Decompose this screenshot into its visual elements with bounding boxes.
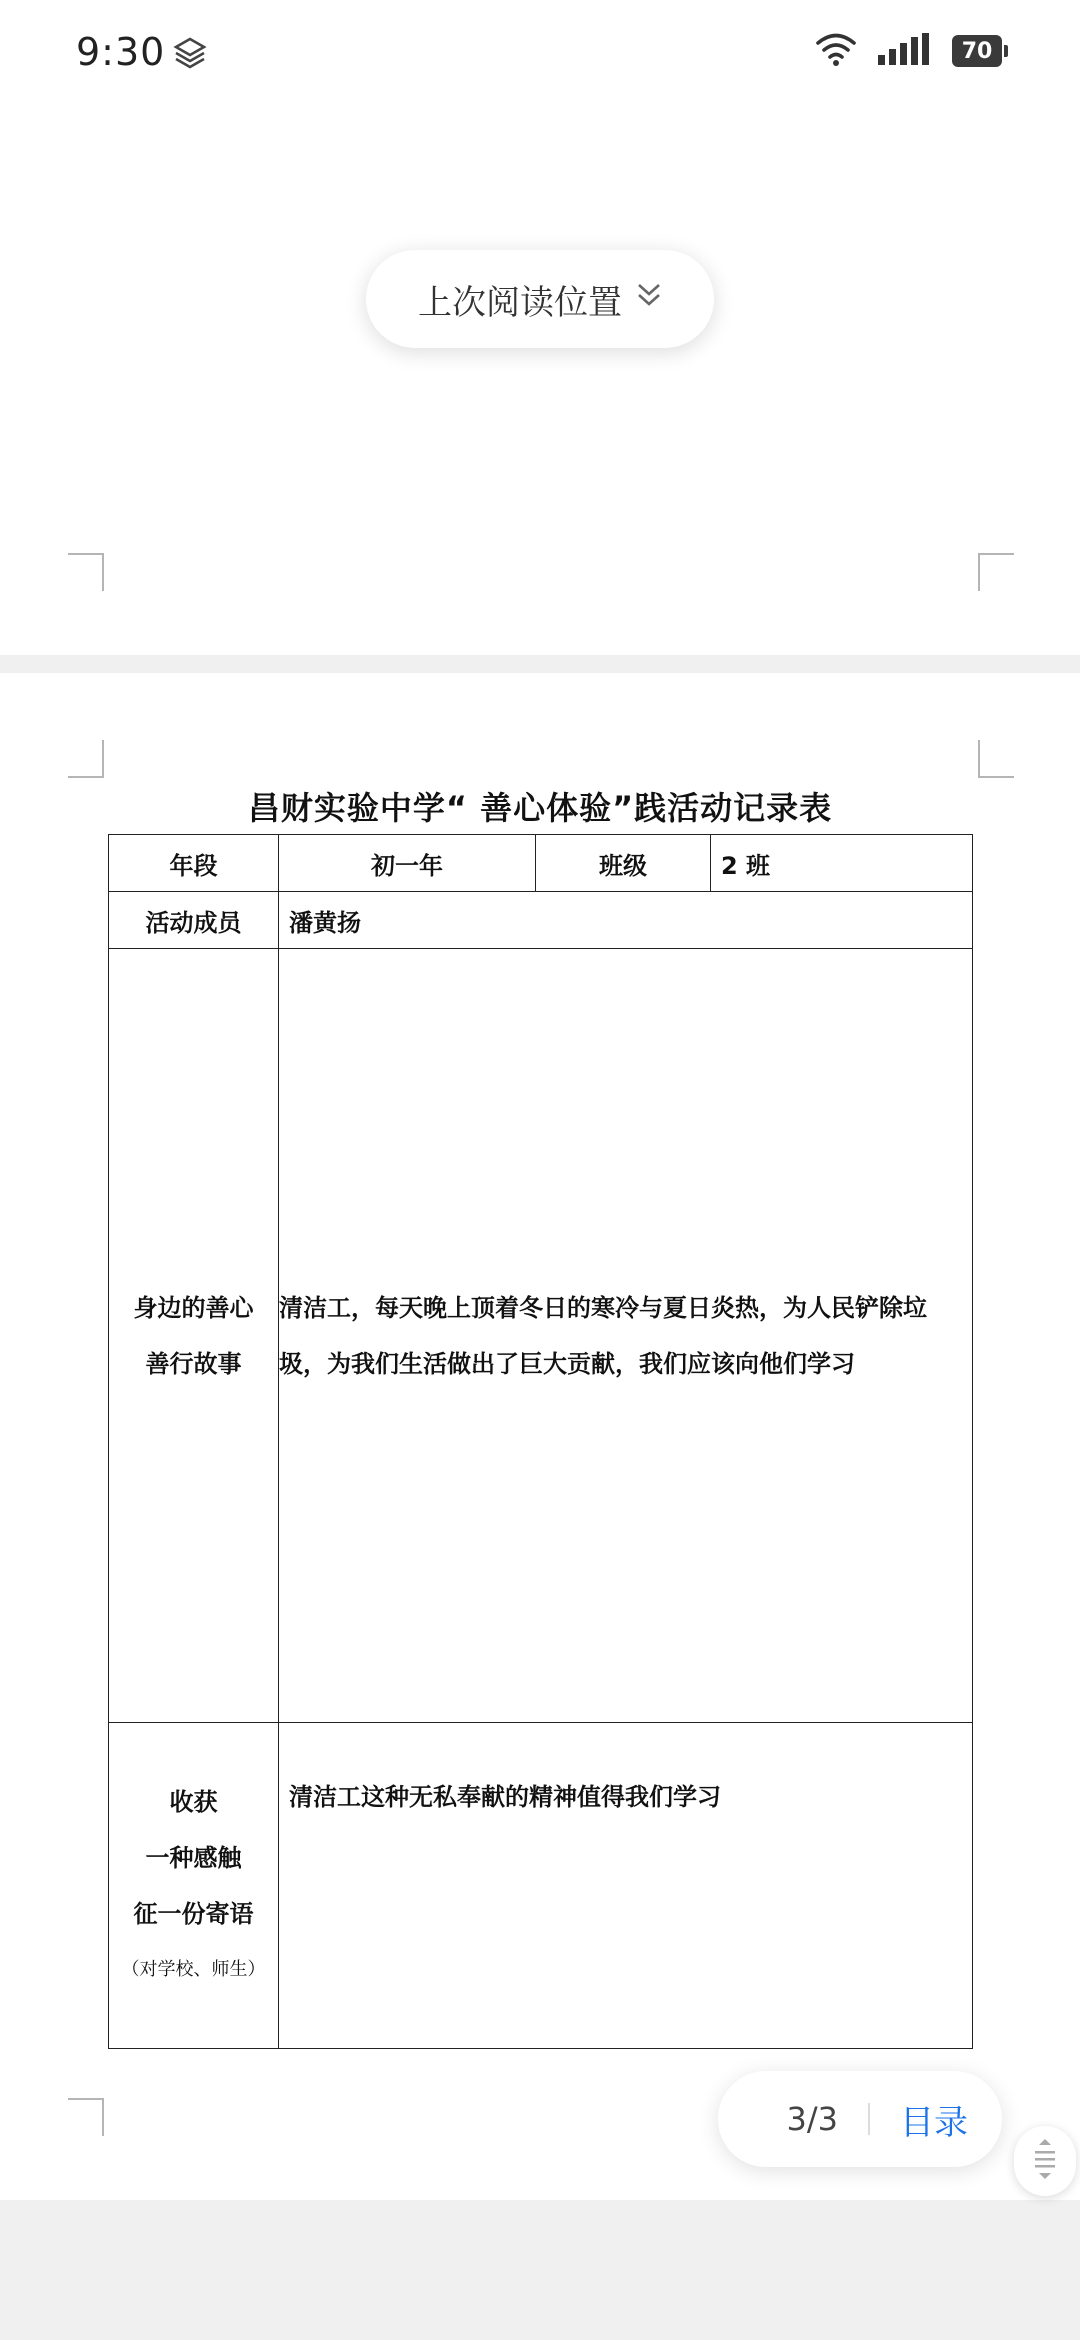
- scroll-handle-icon: [1030, 2137, 1060, 2185]
- story-label-line-1: 身边的善心: [133, 1293, 254, 1322]
- top-blank-area: [0, 0, 1080, 655]
- activity-record-table: [108, 834, 973, 2049]
- grade-value: 初一年: [279, 835, 536, 892]
- story-line-1: 清洁工，每天晚上顶着冬日的寒冷与夏日炎热，为人民铲除垃: [279, 1293, 927, 1322]
- page-crop-mark: [68, 2098, 104, 2136]
- toc-button[interactable]: 目录: [900, 2102, 968, 2143]
- story-label: [109, 949, 279, 1723]
- scroll-handle[interactable]: [1014, 2126, 1076, 2196]
- member-label: 活动成员: [109, 892, 279, 949]
- network-icon: [172, 36, 208, 76]
- class-label: 班级: [536, 835, 711, 892]
- page-crop-mark: [978, 740, 1014, 778]
- divider: [868, 2103, 870, 2135]
- chevron-down-icon: [636, 279, 662, 319]
- gain-label-line-2: 一种感触: [145, 1843, 242, 1872]
- gain-label-line-1: 收获: [169, 1787, 218, 1816]
- table-row: [109, 1723, 973, 2049]
- class-value: 2 班: [711, 835, 973, 892]
- gain-label-line-4: （对学校、师生）: [121, 1958, 266, 1980]
- page-crop-mark: [68, 553, 104, 591]
- status-icons: [816, 32, 1002, 70]
- battery-icon: 70: [952, 35, 1002, 67]
- last-read-position-button[interactable]: [366, 250, 714, 348]
- table-row: [109, 835, 973, 892]
- table-row: [109, 949, 973, 1723]
- gain-label-line-3: 征一份寄语: [133, 1899, 254, 1928]
- page-crop-mark: [978, 553, 1014, 591]
- wifi-icon: [816, 32, 856, 70]
- document-title: 昌财实验中学“ 善心体验”践活动记录表: [247, 789, 833, 827]
- story-label-line-2: 善行故事: [145, 1349, 242, 1378]
- page-indicator[interactable]: 3/3: [786, 2100, 838, 2138]
- status-time: 9:30: [76, 30, 166, 74]
- document-page: [0, 673, 1080, 2200]
- gain-content: 清洁工这种无私奉献的精神值得我们学习: [279, 1723, 973, 2049]
- grade-label: 年段: [109, 835, 279, 892]
- signal-icon: [878, 33, 930, 69]
- story-content: [279, 949, 973, 1723]
- member-value: 潘黄扬: [279, 892, 973, 949]
- story-line-2: 圾，为我们生活做出了巨大贡献，我们应该向他们学习: [279, 1349, 855, 1378]
- page-navigator: [718, 2071, 1002, 2167]
- last-read-label: 上次阅读位置: [418, 282, 622, 323]
- gain-label: [109, 1723, 279, 2049]
- page-crop-mark: [68, 740, 104, 778]
- table-row: [109, 892, 973, 949]
